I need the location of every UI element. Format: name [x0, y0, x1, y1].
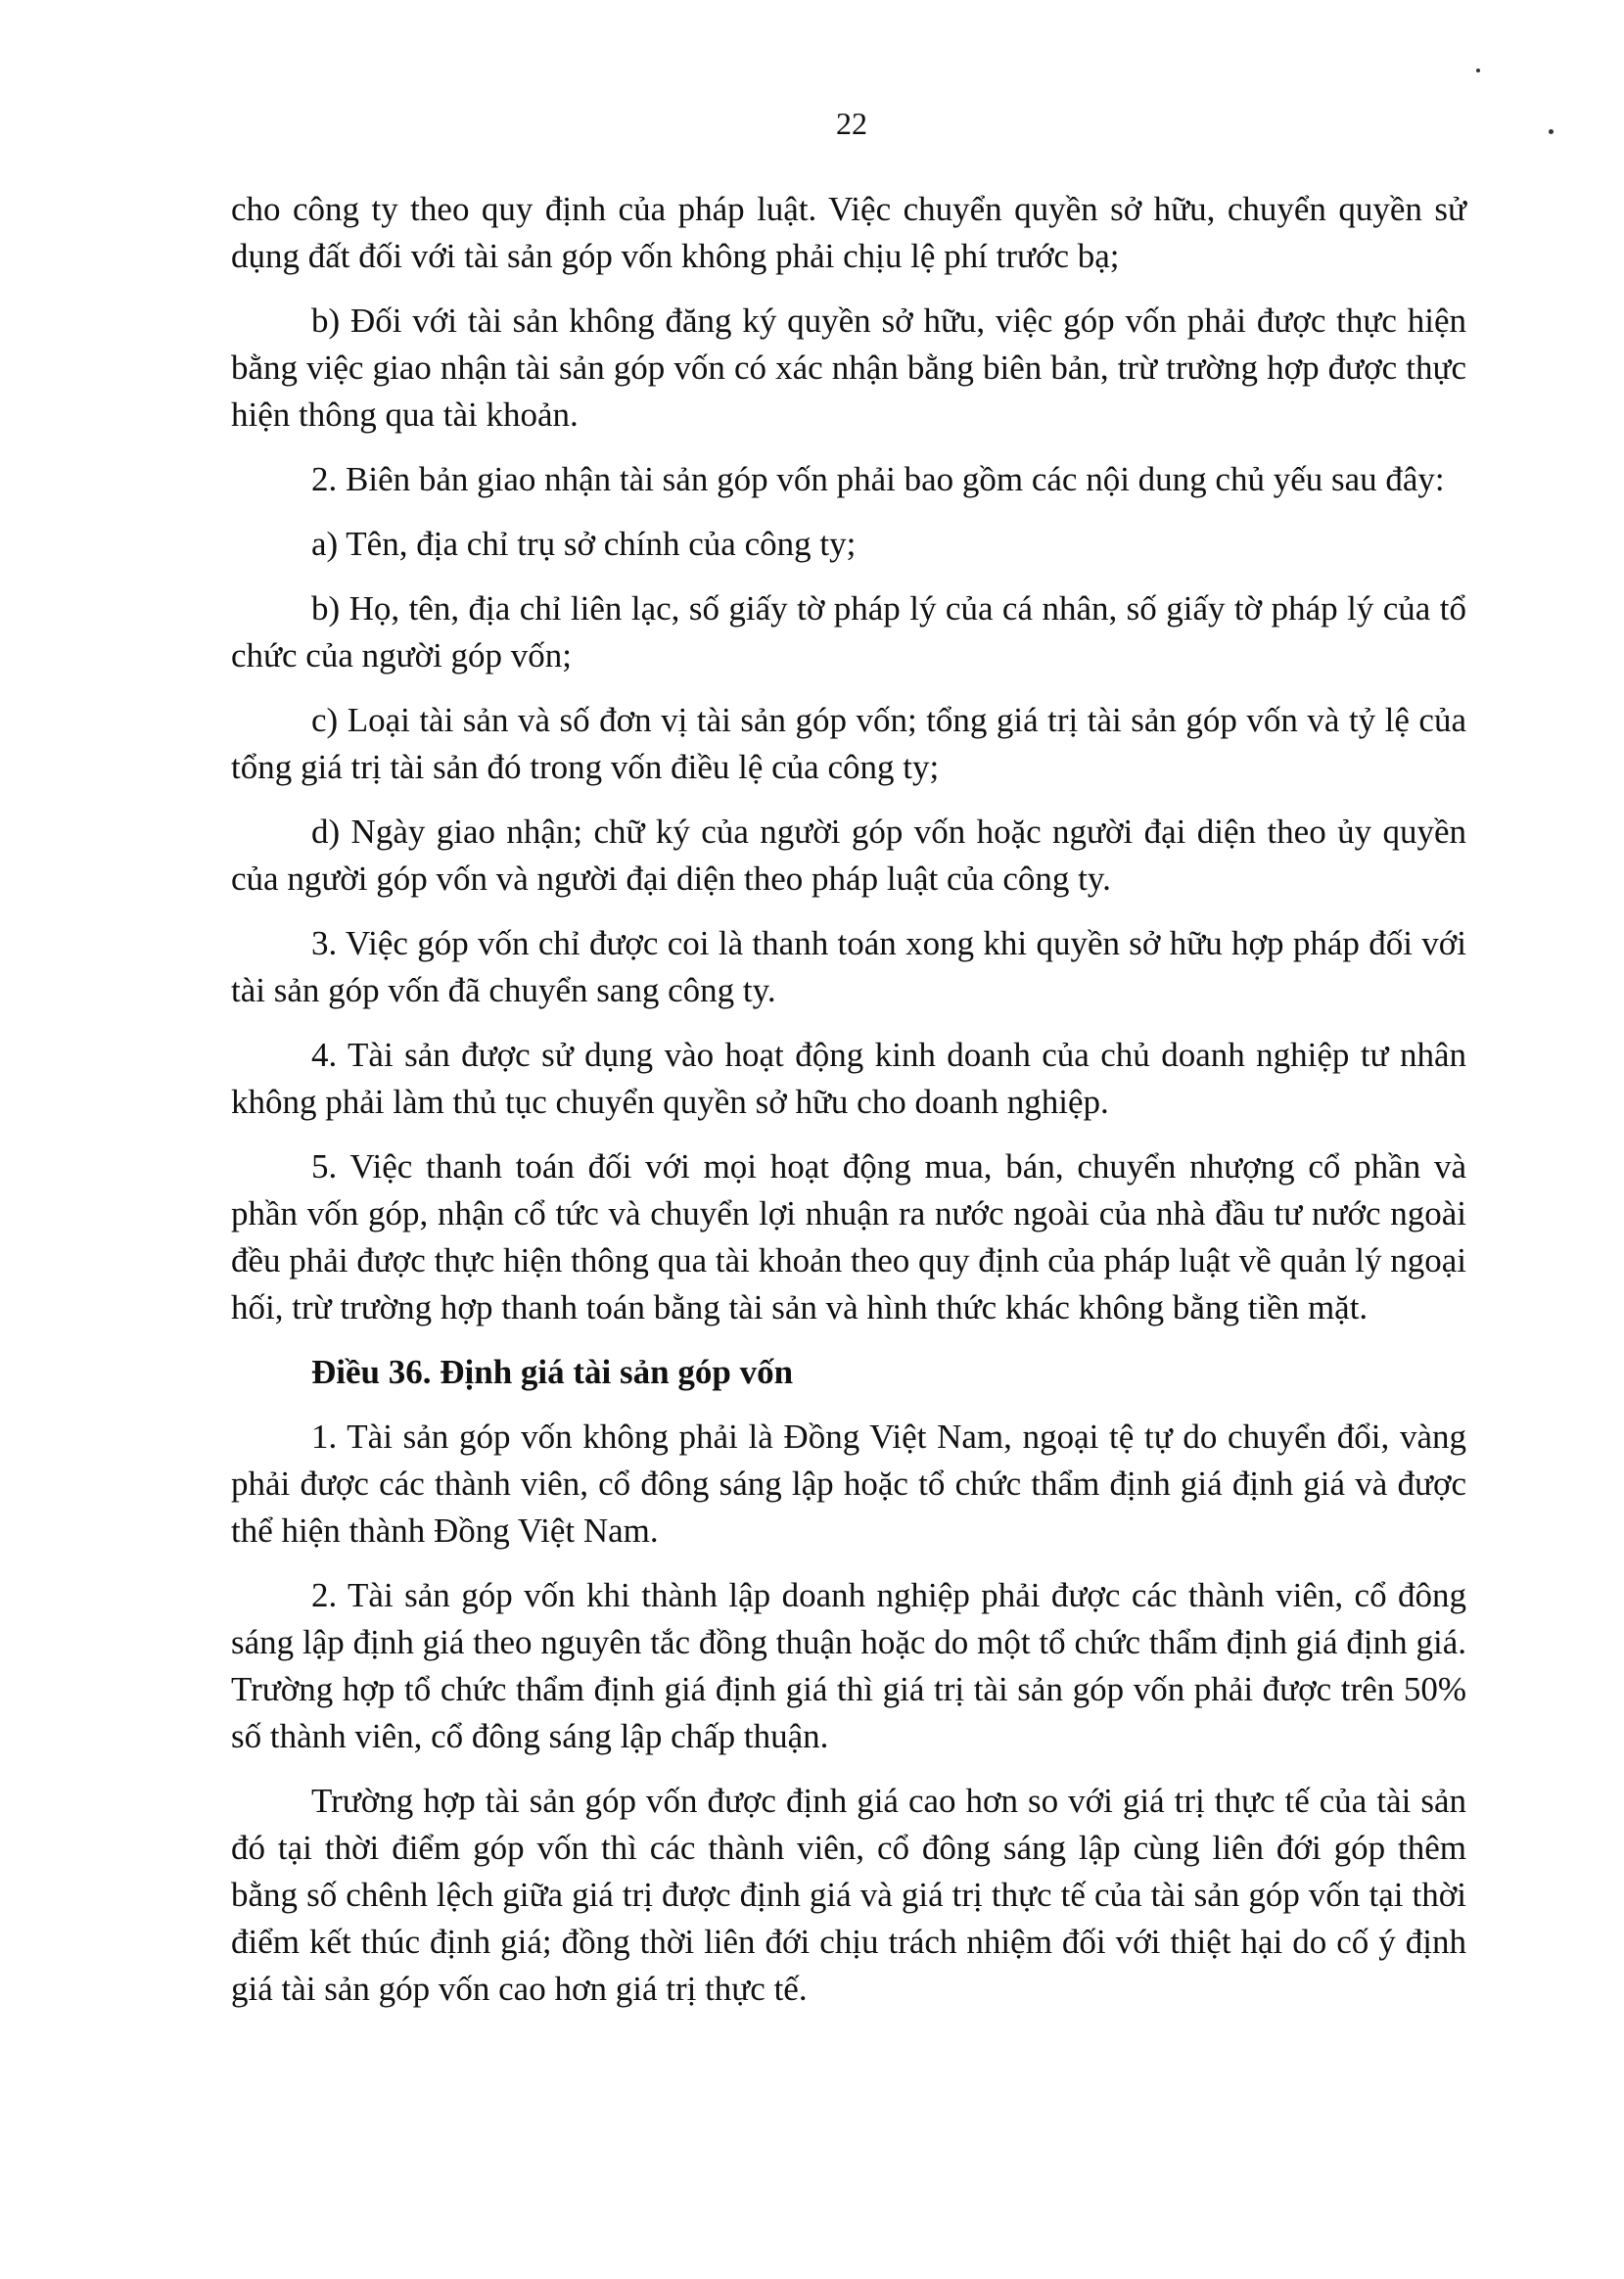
scan-speck [1476, 69, 1480, 72]
paragraph: 2. Tài sản góp vốn khi thành lập doanh nghiệp phải được các thành viên, cổ đông sáng lập định giá theo nguyên tắc đồng thuận hoặc do một tổ chức thẩm định giá định giá. Trường hợp tổ chức thẩm định giá định giá thì giá trị tài sản góp vốn phải được trên 50% số thành viên, cổ đông sáng lập chấp thuận. [231, 1576, 1466, 1755]
paragraph: b) Họ, tên, địa chỉ liên lạc, số giấy tờ pháp lý của cá nhân, số giấy tờ pháp lý của tổ chức của người góp vốn; [231, 589, 1466, 674]
paragraph: 3. Việc góp vốn chỉ được coi là thanh toán xong khi quyền sở hữu hợp pháp đối với tài sản góp vốn đã chuyển sang công ty. [231, 924, 1466, 1009]
scan-speck [1549, 129, 1554, 134]
document-body [231, 186, 1466, 2030]
paragraph: Trường hợp tài sản góp vốn được định giá cao hơn so với giá trị thực tế của tài sản đó tại thời điểm góp vốn thì các thành viên, cổ đông sáng lập cùng liên đới góp thêm bằng số chênh lệch giữa giá trị được định giá và giá trị thực tế của tài sản góp vốn tại thời điểm kết thúc định giá; đồng thời liên đới chịu trách nhiệm đối với thiệt hại do cố ý định giá tài sản góp vốn cao hơn giá trị thực tế. [231, 1782, 1466, 2008]
paragraph: c) Loại tài sản và số đơn vị tài sản góp vốn; tổng giá trị tài sản góp vốn và tỷ lệ của tổng giá trị tài sản đó trong vốn điều lệ của công ty; [231, 701, 1466, 786]
paragraph: 2. Biên bản giao nhận tài sản góp vốn phải bao gồm các nội dung chủ yếu sau đây: [311, 460, 1445, 498]
paragraph: cho công ty theo quy định của pháp luật. Việc chuyển quyền sở hữu, chuyển quyền sử dụng đất đối với tài sản góp vốn không phải chịu lệ phí trước bạ; [231, 190, 1466, 275]
page-number: 22 [836, 106, 867, 141]
paragraph: 5. Việc thanh toán đối với mọi hoạt động mua, bán, chuyển nhượng cổ phần và phần vốn góp, nhận cổ tức và chuyển lợi nhuận ra nước ngoài của nhà đầu tư nước ngoài đều phải được thực hiện thông qua tài khoản theo quy định của pháp luật về quản lý ngoại hối, trừ trường hợp thanh toán bằng tài sản và hình thức khác không bằng tiền mặt. [231, 1147, 1466, 1326]
paragraph: b) Đối với tài sản không đăng ký quyền sở hữu, việc góp vốn phải được thực hiện bằng việc giao nhận tài sản góp vốn có xác nhận bằng biên bản, trừ trường hợp được thực hiện thông qua tài khoản. [231, 302, 1466, 434]
paragraph: d) Ngày giao nhận; chữ ký của người góp vốn hoặc người đại diện theo ủy quyền của người góp vốn và người đại diện theo pháp luật của công ty. [231, 813, 1466, 898]
paragraph: 1. Tài sản góp vốn không phải là Đồng Việt Nam, ngoại tệ tự do chuyển đổi, vàng phải được các thành viên, cổ đông sáng lập hoặc tổ chức thẩm định giá định giá và được thể hiện thành Đồng Việt Nam. [231, 1418, 1466, 1550]
article-heading: Điều 36. Định giá tài sản góp vốn [311, 1353, 794, 1391]
paragraph: a) Tên, địa chỉ trụ sở chính của công ty; [311, 525, 857, 563]
paragraph: 4. Tài sản được sử dụng vào hoạt động kinh doanh của chủ doanh nghiệp tư nhân không phải làm thủ tục chuyển quyền sở hữu cho doanh nghiệp. [231, 1036, 1466, 1121]
